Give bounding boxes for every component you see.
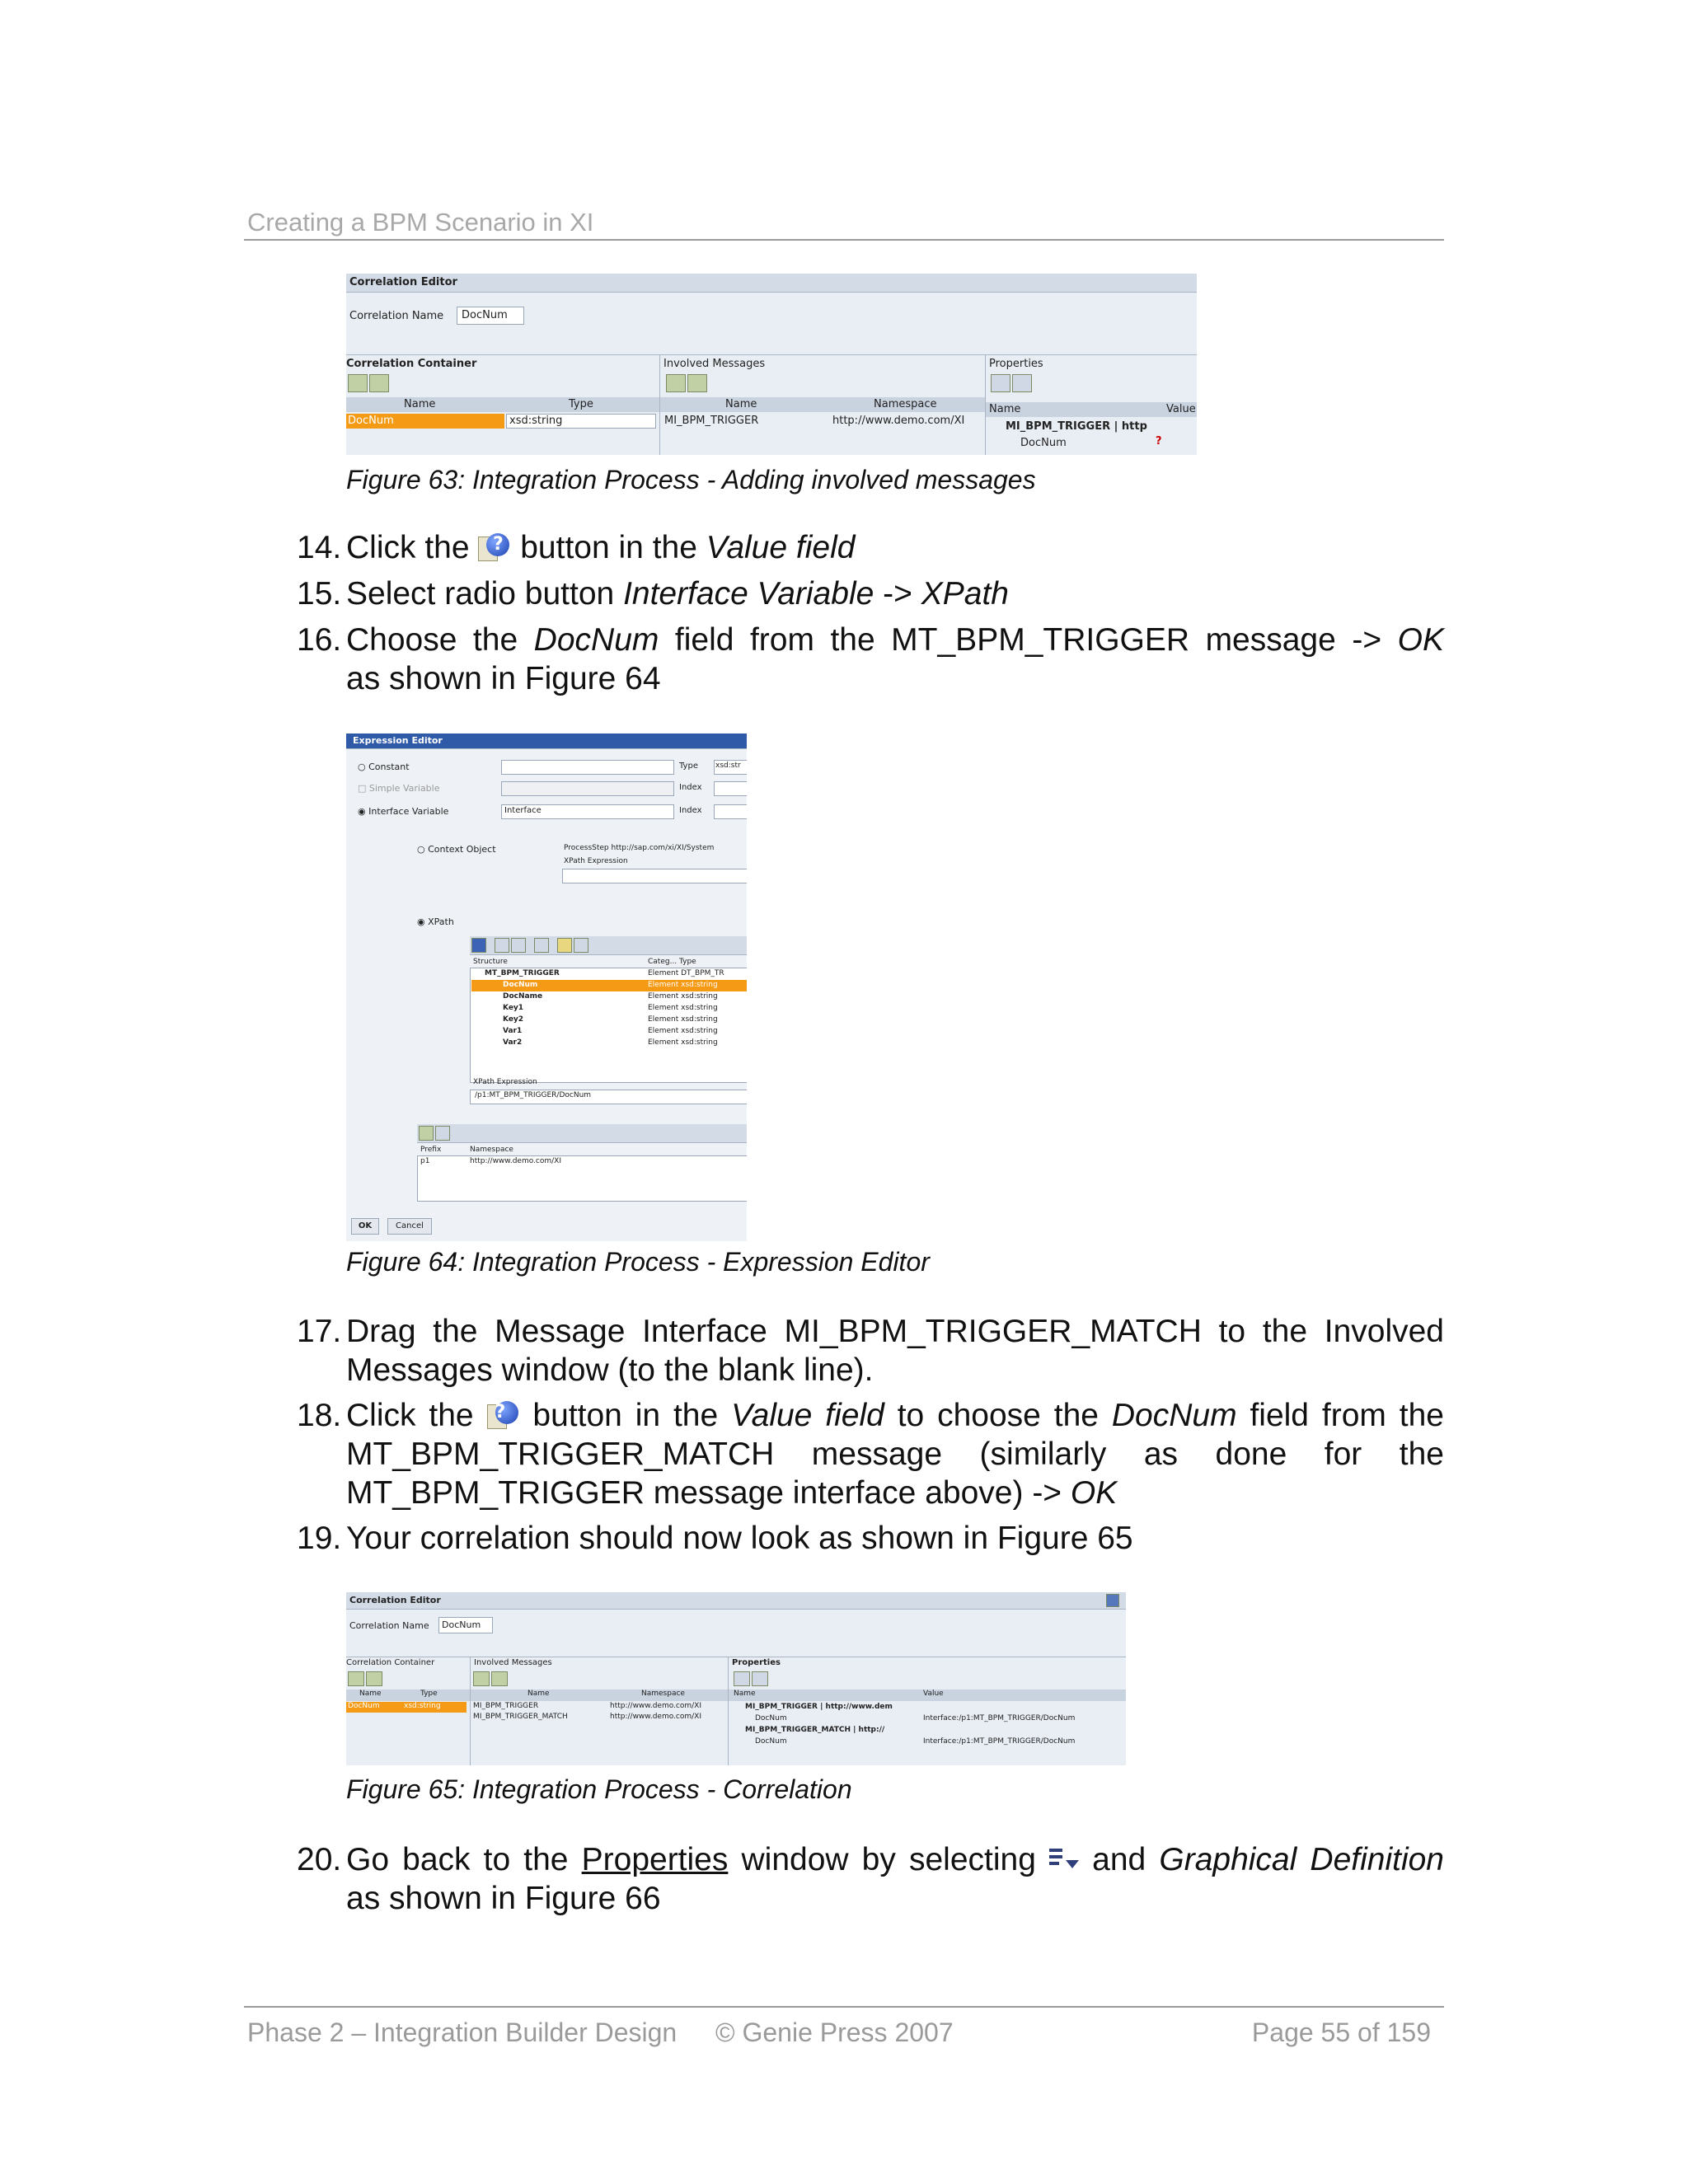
property-value: Interface:/p1:MT_BPM_TRIGGER/DocNum (923, 1737, 1076, 1746)
index-label: Index (679, 783, 702, 792)
context-xpath-field[interactable] (562, 869, 747, 883)
figure-63-screenshot (346, 274, 1197, 455)
divider (346, 354, 1197, 355)
container-type-cell: xsd:string (509, 415, 563, 427)
list-dropdown-icon (1049, 1847, 1079, 1872)
property-row[interactable]: MI_BPM_TRIGGER_MATCH | http:// (745, 1726, 885, 1734)
tree-node[interactable]: Key1 (503, 1004, 524, 1012)
col-header: Namespace (641, 1690, 685, 1698)
folder-icon[interactable] (557, 938, 572, 953)
message-name-cell[interactable]: MI_BPM_TRIGGER (473, 1702, 539, 1710)
toolbar-button[interactable] (534, 938, 549, 953)
type-value: xsd:str (715, 762, 741, 770)
window-titlebar (346, 1592, 1126, 1610)
message-name-cell[interactable]: MI_BPM_TRIGGER (664, 415, 759, 427)
property-row[interactable]: MI_BPM_TRIGGER | http (1006, 420, 1147, 433)
value-help-marker[interactable]: ? (1156, 435, 1162, 448)
message-namespace-cell: http://www.demo.com/XI (610, 1702, 701, 1710)
step-18: 18. Click the ? button in the Value field to choose the DocNum field from the MT_BPM_TRIGGER_MATCH message (similarly as done for the MT_BPM_TRIGGER message interface above) -> OK (297, 1398, 1444, 1511)
xpath-expression-label: XPath Expression (564, 857, 628, 865)
container-title: Correlation Container (346, 358, 477, 370)
footer-rule (244, 2006, 1444, 2008)
window-title: Correlation Editor (349, 276, 457, 288)
add-row-button[interactable] (419, 1126, 434, 1141)
radio-constant[interactable]: ○ Constant (358, 762, 410, 772)
delete-message-button[interactable] (687, 374, 707, 392)
col-header: Name (359, 1690, 382, 1698)
container-title: Correlation Container (346, 1658, 435, 1667)
tree-node-type: Element xsd:string (648, 1027, 718, 1035)
tree-node-type: Element DT_BPM_TR (648, 969, 724, 977)
search-icon[interactable] (471, 938, 486, 953)
correlation-name-value: DocNum (462, 309, 508, 321)
tree-node-type: Element xsd:string (648, 1015, 718, 1024)
footer-center: © Genie Press 2007 (715, 2018, 954, 2047)
add-row-button[interactable] (348, 374, 368, 392)
collapse-button[interactable] (752, 1671, 768, 1686)
figure-64-screenshot (346, 733, 747, 1241)
namespace-table[interactable] (417, 1155, 747, 1202)
figure-63-caption: Figure 63: Integration Process - Adding involved messages (346, 465, 1036, 494)
index-field[interactable] (714, 781, 747, 796)
message-namespace-cell: http://www.demo.com/XI (610, 1713, 701, 1721)
radio-simple-variable[interactable]: □ Simple Variable (358, 783, 440, 794)
container-type-cell: xsd:string (404, 1702, 441, 1710)
col-header: Name (989, 403, 1021, 415)
property-row[interactable]: DocNum (755, 1737, 787, 1746)
col-header: Value (923, 1690, 944, 1698)
add-row-button[interactable] (348, 1671, 364, 1686)
namespace-toolbar (417, 1124, 747, 1143)
tree-node-type: Element xsd:string (648, 992, 718, 1001)
col-header: Name (725, 398, 757, 410)
property-row[interactable]: DocNum (1020, 437, 1067, 449)
collapse-button[interactable] (1012, 374, 1032, 392)
ok-button[interactable]: OK (351, 1218, 379, 1235)
simple-variable-field[interactable] (501, 781, 674, 796)
add-message-button[interactable] (473, 1671, 490, 1686)
properties-link[interactable]: Properties (581, 1842, 729, 1877)
col-header: Name (528, 1690, 550, 1698)
index-field[interactable] (714, 804, 747, 819)
maximize-icon[interactable] (1106, 1594, 1119, 1607)
tree-node[interactable]: Var2 (503, 1038, 523, 1047)
window-titlebar (346, 274, 1197, 293)
window-title: Expression Editor (353, 735, 443, 746)
col-header: Type (569, 398, 593, 410)
footer-page-number: Page 55 of 159 (1251, 2018, 1431, 2047)
col-header: Namespace (874, 398, 937, 410)
running-header: Creating a BPM Scenario in XI (247, 208, 594, 237)
ns-namespace-cell: http://www.demo.com/XI (470, 1157, 561, 1165)
tree-col-structure: Structure (473, 958, 508, 966)
expand-button[interactable] (734, 1671, 750, 1686)
correlation-name-label: Correlation Name (349, 1620, 429, 1631)
properties-title: Properties (989, 358, 1043, 370)
property-row[interactable]: MI_BPM_TRIGGER | http://www.dem (745, 1703, 893, 1711)
toolbar-button[interactable] (495, 938, 509, 953)
tree-node-type: Element xsd:string (648, 1038, 718, 1047)
ns-prefix-cell: p1 (420, 1157, 430, 1165)
constant-field[interactable] (501, 760, 674, 775)
figure-65-screenshot (346, 1592, 1126, 1765)
delete-row-button[interactable] (369, 374, 389, 392)
cancel-button[interactable]: Cancel (387, 1218, 432, 1235)
tree-node[interactable]: DocNum (503, 981, 538, 989)
header-rule (244, 239, 1444, 241)
radio-xpath[interactable]: ◉ XPath (417, 916, 454, 927)
container-name-cell: DocNum (348, 1702, 380, 1710)
context-object-value: ProcessStep http://sap.com/xi/XI/System (564, 844, 715, 852)
figure-64-caption: Figure 64: Integration Process - Expression Editor (346, 1247, 930, 1277)
step-20: 20. Go back to the Properties window by selecting and Graphical Definition as shown in Figure 66 (297, 1842, 1444, 1916)
radio-context-object[interactable]: ○ Context Object (417, 844, 496, 855)
ns-col-namespace: Namespace (470, 1146, 513, 1154)
property-value: Interface:/p1:MT_BPM_TRIGGER/DocNum (923, 1714, 1076, 1722)
interface-value: Interface (504, 806, 542, 815)
step-19: 19. Your correlation should now look as shown in Figure 65 (297, 1521, 1133, 1556)
message-namespace-cell: http://www.demo.com/XI (832, 415, 965, 427)
delete-row-button[interactable] (366, 1671, 382, 1686)
figure-65-caption: Figure 65: Integration Process - Correlation (346, 1774, 852, 1804)
ns-col-prefix: Prefix (420, 1146, 442, 1154)
tree-node[interactable]: DocName (503, 992, 543, 1001)
tree-node[interactable]: Key2 (503, 1015, 524, 1024)
type-label: Type (679, 762, 698, 771)
toolbar-button[interactable] (511, 938, 526, 953)
container-name-cell: DocNum (348, 415, 394, 427)
messages-title: Involved Messages (663, 358, 766, 370)
window-title: Correlation Editor (349, 1595, 441, 1605)
step-17: 17. Drag the Message Interface MI_BPM_TRIGGER_MATCH to the Involved Messages window (to the blank line). (297, 1314, 1444, 1388)
divider (728, 1657, 729, 1765)
messages-title: Involved Messages (474, 1658, 552, 1667)
tree-col-type: Categ... Type (648, 958, 696, 966)
col-header: Name (404, 398, 436, 410)
message-name-cell[interactable]: MI_BPM_TRIGGER_MATCH (473, 1713, 568, 1721)
step-16: 16. Choose the DocNum field from the MT_BPM_TRIGGER message -> OK as shown in Figure 64 (297, 622, 1444, 696)
radio-interface-variable[interactable]: ◉ Interface Variable (358, 806, 449, 817)
xpath-value: /p1:MT_BPM_TRIGGER/DocNum (475, 1091, 592, 1099)
expand-button[interactable] (991, 374, 1010, 392)
delete-message-button[interactable] (491, 1671, 508, 1686)
index-label: Index (679, 806, 702, 815)
xpath-label: XPath Expression (473, 1078, 537, 1086)
correlation-name-label: Correlation Name (349, 310, 444, 322)
footer-left: Phase 2 – Integration Builder Design (247, 2018, 678, 2047)
value-help-icon: ? (478, 533, 511, 563)
value-help-icon: ? (487, 1401, 520, 1431)
col-header: Type (420, 1690, 438, 1698)
step-15: 15. Select radio button Interface Variable -> XPath (297, 576, 1009, 612)
properties-title: Properties (732, 1658, 781, 1667)
tree-node[interactable]: MT_BPM_TRIGGER (485, 969, 560, 977)
property-row[interactable]: DocNum (755, 1714, 787, 1722)
tree-node-type: Element xsd:string (648, 1004, 718, 1012)
toolbar-button[interactable] (574, 938, 588, 953)
add-message-button[interactable] (666, 374, 686, 392)
col-header: Name (734, 1690, 756, 1698)
tree-node[interactable]: Var1 (503, 1027, 523, 1035)
tree-node-type: Element xsd:string (648, 981, 718, 989)
step-14: 14. Click the ? button in the Value field (297, 530, 856, 565)
col-header: Value (1166, 403, 1196, 415)
delete-row-button[interactable] (435, 1126, 450, 1141)
correlation-name-value: DocNum (442, 1619, 481, 1630)
divider (470, 1657, 471, 1765)
